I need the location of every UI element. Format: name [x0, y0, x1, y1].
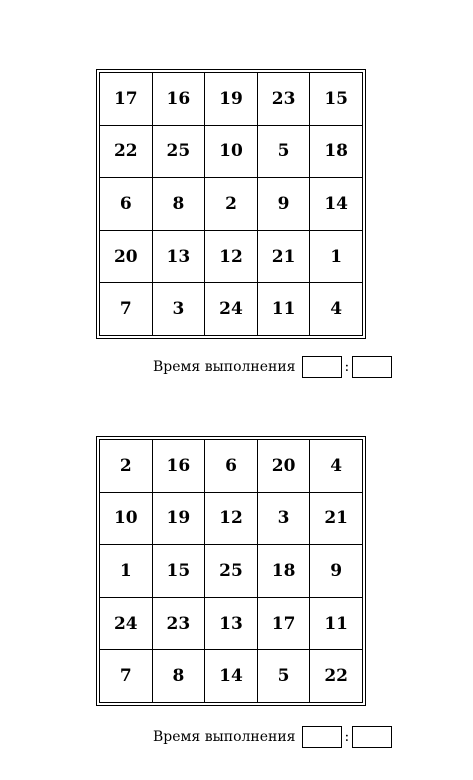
number-grid-1: [99, 72, 363, 336]
grid-cell: 21: [310, 492, 363, 545]
grid-cell: 4: [310, 283, 363, 336]
grid-cell: 24: [100, 597, 153, 650]
grid-cell: 7: [100, 283, 153, 336]
grid-row: [100, 545, 363, 598]
completion-time-2: [153, 724, 392, 749]
grid-row: [100, 597, 363, 650]
grid-cell: 18: [310, 125, 363, 178]
seconds-input-box[interactable]: [352, 356, 392, 378]
time-separator: :: [344, 358, 350, 375]
grid-cell: 25: [205, 545, 258, 598]
grid-cell: 11: [257, 283, 310, 336]
grid-cell: 12: [205, 230, 258, 283]
grid-cell: 19: [205, 73, 258, 126]
grid-cell: 22: [310, 650, 363, 703]
grid-cell: 5: [257, 125, 310, 178]
grid-cell: 20: [100, 230, 153, 283]
grid-cell: 14: [205, 650, 258, 703]
grid-cell: 16: [152, 73, 205, 126]
grid-cell: 15: [152, 545, 205, 598]
grid-cell: 6: [100, 178, 153, 231]
grid-cell: 16: [152, 440, 205, 493]
minutes-input-box[interactable]: [302, 726, 342, 748]
grid-row: [100, 440, 363, 493]
grid-cell: 17: [100, 73, 153, 126]
grid-row: [100, 125, 363, 178]
grid-cell: 19: [152, 492, 205, 545]
grid-row: [100, 230, 363, 283]
grid-cell: 7: [100, 650, 153, 703]
time-separator: :: [344, 728, 350, 745]
grid-cell: 13: [152, 230, 205, 283]
grid-cell: 8: [152, 650, 205, 703]
grid-cell: 23: [152, 597, 205, 650]
schulte-table-2: [96, 436, 366, 706]
grid-cell: 24: [205, 283, 258, 336]
number-grid-2: [99, 439, 363, 703]
grid-cell: 9: [310, 545, 363, 598]
grid-cell: 17: [257, 597, 310, 650]
grid-row: [100, 650, 363, 703]
grid-cell: 12: [205, 492, 258, 545]
grid-cell: 20: [257, 440, 310, 493]
grid-row: [100, 73, 363, 126]
grid-row: [100, 283, 363, 336]
grid-cell: 1: [310, 230, 363, 283]
grid-cell: 4: [310, 440, 363, 493]
completion-time-label: Время выполнения: [153, 358, 296, 375]
minutes-input-box[interactable]: [302, 356, 342, 378]
grid-cell: 11: [310, 597, 363, 650]
grid-cell: 10: [100, 492, 153, 545]
grid-cell: 23: [257, 73, 310, 126]
grid-cell: 21: [257, 230, 310, 283]
grid-cell: 13: [205, 597, 258, 650]
grid-cell: 2: [205, 178, 258, 231]
completion-time-1: [153, 354, 392, 379]
seconds-input-box[interactable]: [352, 726, 392, 748]
grid-cell: 6: [205, 440, 258, 493]
grid-cell: 9: [257, 178, 310, 231]
grid-cell: 2: [100, 440, 153, 493]
grid-cell: 25: [152, 125, 205, 178]
grid-cell: 5: [257, 650, 310, 703]
grid-cell: 3: [152, 283, 205, 336]
grid-cell: 22: [100, 125, 153, 178]
grid-cell: 3: [257, 492, 310, 545]
grid-cell: 14: [310, 178, 363, 231]
grid-cell: 8: [152, 178, 205, 231]
grid-row: [100, 492, 363, 545]
grid-row: [100, 178, 363, 231]
grid-cell: 18: [257, 545, 310, 598]
schulte-table-1: [96, 69, 366, 339]
grid-cell: 15: [310, 73, 363, 126]
grid-cell: 1: [100, 545, 153, 598]
grid-cell: 10: [205, 125, 258, 178]
completion-time-label: Время выполнения: [153, 728, 296, 745]
